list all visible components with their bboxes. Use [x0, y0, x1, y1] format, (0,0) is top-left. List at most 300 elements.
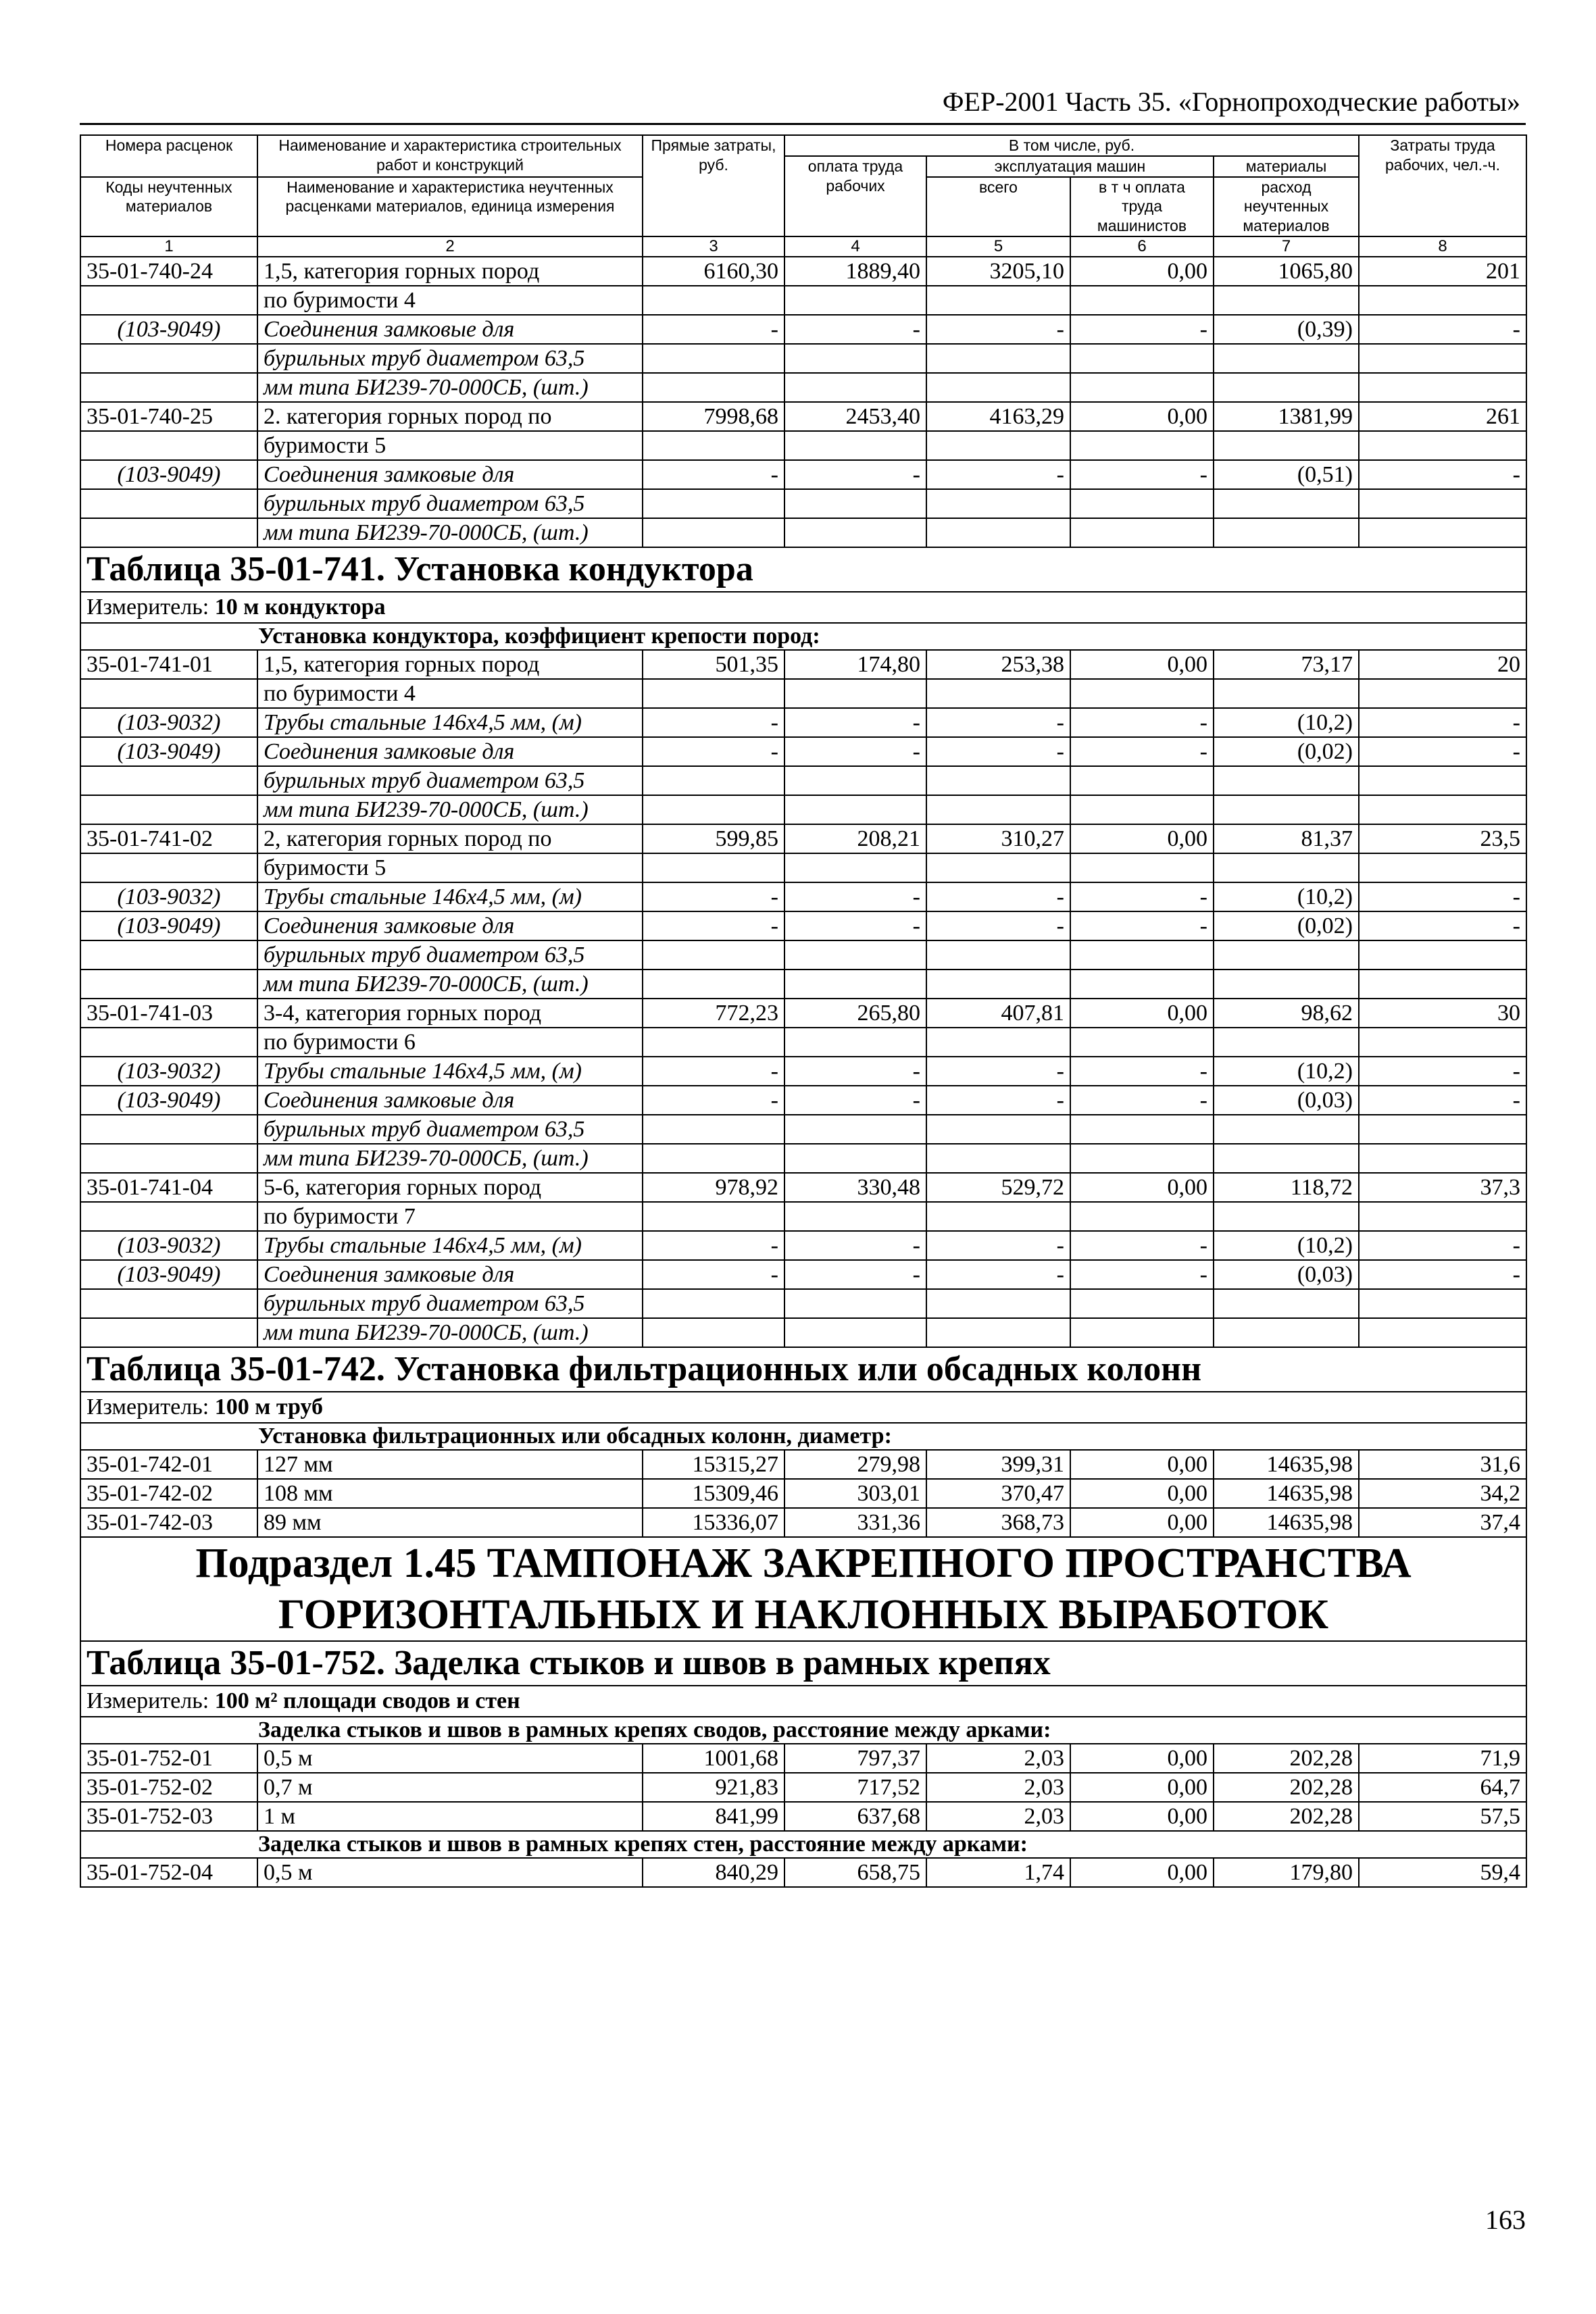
dash-cell: -	[1070, 1086, 1214, 1115]
dash-cell: -	[1359, 1231, 1526, 1260]
material-name: бурильных труб диаметром 63,5	[257, 489, 643, 518]
header-materials: материалы	[1214, 156, 1359, 177]
rates-table	[80, 134, 1527, 1888]
empty-cell	[643, 1144, 784, 1173]
machinist-pay: 0,00	[1070, 1173, 1214, 1202]
table-752-group-2	[80, 1831, 1526, 1858]
empty-cell	[643, 679, 784, 708]
header-work-name: Наименование и характеристика строительных работ и конструкций	[257, 135, 643, 177]
machine-costs: 2,03	[926, 1773, 1070, 1802]
empty-cell	[926, 344, 1070, 373]
empty-cell	[926, 1115, 1070, 1144]
material-row	[80, 373, 1526, 402]
labor-hours: 71,9	[1359, 1744, 1526, 1773]
material-name: бурильных труб диаметром 63,5	[257, 344, 643, 373]
material-name: Соединения замковые для	[257, 460, 643, 489]
rate-name: 127 мм	[257, 1450, 643, 1479]
empty-cell	[1359, 795, 1526, 824]
material-code: (103-9049)	[80, 1086, 257, 1115]
machine-costs: 529,72	[926, 1173, 1070, 1202]
rate-name: 0,7 м	[257, 1773, 643, 1802]
subsection-line-1: Подраздел 1.45 ТАМПОНАЖ ЗАКРЕПНОГО ПРОСТРАНСТВА	[195, 1540, 1412, 1586]
material-row	[80, 1231, 1526, 1260]
direct-costs: 1001,68	[643, 1744, 784, 1773]
dash-cell: -	[1359, 315, 1526, 344]
machinist-pay: 0,00	[1070, 1450, 1214, 1479]
material-name: мм типа БИ239-70-000СБ, (шт.)	[257, 1318, 643, 1347]
rate-code: 35-01-741-04	[80, 1173, 257, 1202]
measure-value: 100 м² площади сводов и стен	[214, 1688, 520, 1713]
table-body	[80, 236, 1526, 1887]
direct-costs: 772,23	[643, 999, 784, 1028]
machine-costs: 407,81	[926, 999, 1070, 1028]
subsection-title	[80, 1537, 1526, 1641]
material-qty: (0,39)	[1214, 315, 1359, 344]
measure-label: Измеритель:	[86, 1394, 215, 1419]
dash-cell: -	[926, 911, 1070, 940]
dash-cell: -	[926, 1057, 1070, 1086]
material-name: бурильных труб диаметром 63,5	[257, 1289, 643, 1318]
material-qty: (0,02)	[1214, 911, 1359, 940]
labor-pay: 330,48	[784, 1173, 926, 1202]
rate-name-cont: буримости 5	[257, 431, 643, 460]
material-name: мм типа БИ239-70-000СБ, (шт.)	[257, 1144, 643, 1173]
empty-cell	[1214, 1289, 1359, 1318]
empty-cell	[80, 1028, 257, 1057]
empty-cell	[926, 795, 1070, 824]
empty-cell	[1070, 1289, 1214, 1318]
rate-row	[80, 650, 1526, 679]
dash-cell: -	[784, 1086, 926, 1115]
dash-cell: -	[1359, 708, 1526, 737]
empty-cell	[1359, 1289, 1526, 1318]
material-qty: (10,2)	[1214, 708, 1359, 737]
material-row	[80, 1318, 1526, 1347]
direct-costs: 978,92	[643, 1173, 784, 1202]
table-741-measure	[80, 592, 1526, 623]
rate-name-cont: по буримости 4	[257, 679, 643, 708]
material-row	[80, 970, 1526, 999]
dash-cell: -	[926, 882, 1070, 911]
material-costs: 202,28	[1214, 1744, 1359, 1773]
dash-cell: -	[643, 315, 784, 344]
material-costs: 1381,99	[1214, 402, 1359, 431]
empty-cell	[784, 518, 926, 547]
dash-cell: -	[643, 1086, 784, 1115]
rate-row-cont	[80, 853, 1526, 882]
empty-cell	[1359, 1202, 1526, 1231]
direct-costs: 599,85	[643, 824, 784, 853]
rate-row-cont	[80, 1028, 1526, 1057]
empty-cell	[784, 766, 926, 795]
empty-cell	[784, 1144, 926, 1173]
direct-costs: 15309,46	[643, 1479, 784, 1508]
rate-row-cont	[80, 286, 1526, 315]
material-row	[80, 489, 1526, 518]
rate-row	[80, 1773, 1526, 1802]
material-name: мм типа БИ239-70-000СБ, (шт.)	[257, 373, 643, 402]
empty-cell	[1070, 431, 1214, 460]
empty-cell	[926, 853, 1070, 882]
measure-label: Измеритель:	[86, 1688, 215, 1713]
empty-cell	[643, 853, 784, 882]
labor-hours: 57,5	[1359, 1802, 1526, 1831]
empty-cell	[1359, 970, 1526, 999]
table-742-title-cell: Таблица 35-01-742. Установка фильтрационных или обсадных колонн	[80, 1347, 1526, 1392]
dash-cell: -	[1070, 882, 1214, 911]
rate-code: 35-01-742-03	[80, 1508, 257, 1537]
material-row	[80, 518, 1526, 547]
empty-cell	[784, 1289, 926, 1318]
rate-name: 5-6, категория горных пород	[257, 1173, 643, 1202]
empty-cell	[1214, 286, 1359, 315]
material-code: (103-9049)	[80, 460, 257, 489]
labor-pay: 1889,40	[784, 257, 926, 286]
material-row	[80, 460, 1526, 489]
empty-cell	[80, 853, 257, 882]
empty-cell	[926, 518, 1070, 547]
direct-costs: 840,29	[643, 1858, 784, 1887]
machinist-pay: 0,00	[1070, 1508, 1214, 1537]
empty-cell	[643, 1028, 784, 1057]
rate-row	[80, 1450, 1526, 1479]
direct-costs: 841,99	[643, 1802, 784, 1831]
header-machines-total: всего	[926, 177, 1070, 236]
empty-cell	[80, 940, 257, 970]
measure-label: Измеритель:	[86, 594, 215, 620]
dash-cell: -	[643, 911, 784, 940]
empty-cell	[1359, 1028, 1526, 1057]
dash-cell: -	[643, 1057, 784, 1086]
labor-pay: 279,98	[784, 1450, 926, 1479]
rate-code: 35-01-740-24	[80, 257, 257, 286]
table-header	[80, 135, 1526, 236]
machinist-pay: 0,00	[1070, 402, 1214, 431]
material-name: Соединения замковые для	[257, 1260, 643, 1289]
empty-cell	[1214, 1028, 1359, 1057]
rate-name: 0,5 м	[257, 1744, 643, 1773]
empty-cell	[80, 489, 257, 518]
rate-name-cont: буримости 5	[257, 853, 643, 882]
empty-cell	[784, 373, 926, 402]
empty-cell	[784, 679, 926, 708]
machinist-pay: 0,00	[1070, 999, 1214, 1028]
machinist-pay: 0,00	[1070, 1802, 1214, 1831]
empty-cell	[784, 431, 926, 460]
material-costs: 81,37	[1214, 824, 1359, 853]
material-costs: 14635,98	[1214, 1479, 1359, 1508]
empty-cell	[643, 970, 784, 999]
empty-cell	[1070, 1028, 1214, 1057]
empty-cell	[643, 286, 784, 315]
rate-row	[80, 257, 1526, 286]
material-code: (103-9032)	[80, 1231, 257, 1260]
empty-cell	[643, 373, 784, 402]
material-row	[80, 940, 1526, 970]
machine-costs: 2,03	[926, 1802, 1070, 1831]
rate-name: 108 мм	[257, 1479, 643, 1508]
machine-costs: 2,03	[926, 1744, 1070, 1773]
empty-cell	[1070, 489, 1214, 518]
empty-cell	[1359, 940, 1526, 970]
machine-costs: 4163,29	[926, 402, 1070, 431]
dash-cell: -	[784, 882, 926, 911]
material-row	[80, 1115, 1526, 1144]
rate-row-cont	[80, 679, 1526, 708]
table-741-group	[80, 623, 1526, 650]
empty-cell	[926, 1202, 1070, 1231]
dash-cell: -	[1070, 1231, 1214, 1260]
material-row	[80, 1057, 1526, 1086]
dash-cell: -	[784, 315, 926, 344]
direct-costs: 15315,27	[643, 1450, 784, 1479]
column-number: 3	[643, 236, 784, 257]
empty-cell	[926, 1289, 1070, 1318]
empty-cell	[784, 344, 926, 373]
column-number: 2	[257, 236, 643, 257]
rate-row	[80, 402, 1526, 431]
material-qty: (10,2)	[1214, 882, 1359, 911]
material-name: Трубы стальные 146х4,5 мм, (м)	[257, 1231, 643, 1260]
rate-code: 35-01-741-02	[80, 824, 257, 853]
dash-cell: -	[1359, 911, 1526, 940]
empty-cell	[1070, 373, 1214, 402]
dash-cell: -	[1070, 911, 1214, 940]
labor-hours: 30	[1359, 999, 1526, 1028]
empty-cell	[926, 431, 1070, 460]
labor-hours: 34,2	[1359, 1479, 1526, 1508]
running-header: ФЕР-2001 Часть 35. «Горнопроходческие работы»	[80, 81, 1526, 125]
material-code: (103-9049)	[80, 911, 257, 940]
dash-cell: -	[1359, 737, 1526, 766]
direct-costs: 501,35	[643, 650, 784, 679]
table-752-title	[80, 1641, 1526, 1686]
dash-cell: -	[1359, 1260, 1526, 1289]
empty-cell	[784, 1028, 926, 1057]
material-row	[80, 1260, 1526, 1289]
labor-pay: 717,52	[784, 1773, 926, 1802]
labor-hours: 37,4	[1359, 1508, 1526, 1537]
empty-cell	[643, 518, 784, 547]
table-752-group-2-cell: Заделка стыков и швов в рамных крепях стен, расстояние между арками:	[80, 1831, 1526, 1858]
dash-cell: -	[926, 1086, 1070, 1115]
header-rate-numbers: Номера расценок	[80, 135, 257, 177]
subsection-line-2: ГОРИЗОНТАЛЬНЫХ И НАКЛОННЫХ ВЫРАБОТОК	[278, 1591, 1329, 1638]
machinist-pay: 0,00	[1070, 1479, 1214, 1508]
empty-cell	[926, 1318, 1070, 1347]
material-code: (103-9049)	[80, 737, 257, 766]
empty-cell	[643, 431, 784, 460]
dash-cell: -	[1070, 1260, 1214, 1289]
table-752-group-1	[80, 1717, 1526, 1744]
dash-cell: -	[784, 708, 926, 737]
empty-cell	[1359, 518, 1526, 547]
material-name: мм типа БИ239-70-000СБ, (шт.)	[257, 970, 643, 999]
empty-cell	[80, 1289, 257, 1318]
material-row	[80, 708, 1526, 737]
dash-cell: -	[784, 737, 926, 766]
material-name: мм типа БИ239-70-000СБ, (шт.)	[257, 795, 643, 824]
material-costs: 14635,98	[1214, 1450, 1359, 1479]
empty-cell	[80, 970, 257, 999]
material-costs: 202,28	[1214, 1802, 1359, 1831]
dash-cell: -	[1359, 1057, 1526, 1086]
dash-cell: -	[926, 708, 1070, 737]
empty-cell	[80, 1115, 257, 1144]
labor-pay: 2453,40	[784, 402, 926, 431]
rate-name: 89 мм	[257, 1508, 643, 1537]
empty-cell	[784, 1202, 926, 1231]
table-742-measure	[80, 1392, 1526, 1423]
rate-name: 3-4, категория горных пород	[257, 999, 643, 1028]
dash-cell: -	[643, 708, 784, 737]
measure-value: 10 м кондуктора	[214, 594, 386, 620]
material-row	[80, 344, 1526, 373]
dash-cell: -	[926, 315, 1070, 344]
header-labor-costs: Затраты труда рабочих, чел.-ч.	[1359, 135, 1526, 236]
table-742-title	[80, 1347, 1526, 1392]
direct-costs: 921,83	[643, 1773, 784, 1802]
direct-costs: 6160,30	[643, 257, 784, 286]
empty-cell	[926, 1144, 1070, 1173]
empty-cell	[1359, 344, 1526, 373]
measure-value: 100 м труб	[214, 1394, 323, 1419]
material-costs: 73,17	[1214, 650, 1359, 679]
empty-cell	[1070, 679, 1214, 708]
material-costs: 98,62	[1214, 999, 1359, 1028]
material-qty: (0,02)	[1214, 737, 1359, 766]
empty-cell	[1070, 853, 1214, 882]
column-numbers-row	[80, 236, 1526, 257]
rate-row	[80, 1858, 1526, 1887]
dash-cell: -	[926, 737, 1070, 766]
rate-code: 35-01-752-01	[80, 1744, 257, 1773]
empty-cell	[1070, 795, 1214, 824]
material-qty: (0,51)	[1214, 460, 1359, 489]
empty-cell	[80, 766, 257, 795]
empty-cell	[643, 1289, 784, 1318]
empty-cell	[926, 679, 1070, 708]
labor-hours: 37,3	[1359, 1173, 1526, 1202]
empty-cell	[80, 373, 257, 402]
rate-row	[80, 1173, 1526, 1202]
material-code: (103-9049)	[80, 315, 257, 344]
empty-cell	[1359, 373, 1526, 402]
empty-cell	[643, 489, 784, 518]
empty-cell	[1214, 489, 1359, 518]
empty-cell	[643, 344, 784, 373]
empty-cell	[926, 940, 1070, 970]
measure-line	[80, 592, 1526, 623]
labor-pay: 174,80	[784, 650, 926, 679]
header-machinist-pay: в т ч оплата труда машинистов	[1070, 177, 1214, 236]
page	[80, 81, 1526, 2235]
table-742-group-cell: Установка фильтрационных или обсадных колонн, диаметр:	[80, 1423, 1526, 1450]
empty-cell	[1214, 1144, 1359, 1173]
machinist-pay: 0,00	[1070, 650, 1214, 679]
material-costs: 202,28	[1214, 1773, 1359, 1802]
column-number: 7	[1214, 236, 1359, 257]
column-number: 8	[1359, 236, 1526, 257]
header-unaccounted-materials: расход неучтенных материалов	[1214, 177, 1359, 236]
rate-name-cont: по буримости 7	[257, 1202, 643, 1231]
material-row	[80, 315, 1526, 344]
material-code: (103-9032)	[80, 882, 257, 911]
rate-row	[80, 1802, 1526, 1831]
material-name: бурильных труб диаметром 63,5	[257, 940, 643, 970]
rate-row	[80, 1744, 1526, 1773]
rate-code: 35-01-741-01	[80, 650, 257, 679]
empty-cell	[1070, 1115, 1214, 1144]
material-name: мм типа БИ239-70-000СБ, (шт.)	[257, 518, 643, 547]
page-number: 163	[1485, 2205, 1526, 2235]
labor-hours: 201	[1359, 257, 1526, 286]
empty-cell	[784, 1318, 926, 1347]
material-name: Трубы стальные 146х4,5 мм, (м)	[257, 708, 643, 737]
dash-cell: -	[784, 911, 926, 940]
empty-cell	[1214, 1202, 1359, 1231]
table-741-group-cell: Установка кондуктора, коэффициент крепости пород:	[80, 623, 1526, 650]
material-costs: 118,72	[1214, 1173, 1359, 1202]
empty-cell	[1070, 940, 1214, 970]
empty-cell	[1070, 1318, 1214, 1347]
labor-hours: 20	[1359, 650, 1526, 679]
empty-cell	[926, 373, 1070, 402]
machinist-pay: 0,00	[1070, 1858, 1214, 1887]
material-name: бурильных труб диаметром 63,5	[257, 1115, 643, 1144]
empty-cell	[926, 286, 1070, 315]
empty-cell	[1070, 286, 1214, 315]
machinist-pay: 0,00	[1070, 1744, 1214, 1773]
machine-costs: 368,73	[926, 1508, 1070, 1537]
labor-pay: 331,36	[784, 1508, 926, 1537]
empty-cell	[1070, 1202, 1214, 1231]
header-direct-costs: Прямые затраты, руб.	[643, 135, 784, 236]
dash-cell: -	[784, 1231, 926, 1260]
empty-cell	[1214, 518, 1359, 547]
dash-cell: -	[926, 1231, 1070, 1260]
dash-cell: -	[1359, 460, 1526, 489]
rate-name: 1,5, категория горных пород	[257, 650, 643, 679]
empty-cell	[1214, 940, 1359, 970]
empty-cell	[1214, 679, 1359, 708]
empty-cell	[784, 286, 926, 315]
rate-code: 35-01-752-02	[80, 1773, 257, 1802]
machinist-pay: 0,00	[1070, 824, 1214, 853]
empty-cell	[1359, 1318, 1526, 1347]
material-name: Трубы стальные 146х4,5 мм, (м)	[257, 1057, 643, 1086]
labor-hours: 261	[1359, 402, 1526, 431]
header-material-names: Наименование и характеристика неучтенных расценками материалов, единица измерения	[257, 177, 643, 236]
column-number: 5	[926, 236, 1070, 257]
table-742-group	[80, 1423, 1526, 1450]
dash-cell: -	[784, 460, 926, 489]
material-row	[80, 795, 1526, 824]
dash-cell: -	[643, 1260, 784, 1289]
rate-code: 35-01-742-01	[80, 1450, 257, 1479]
empty-cell	[80, 1144, 257, 1173]
material-qty: (0,03)	[1214, 1086, 1359, 1115]
header-including: В том числе, руб.	[784, 135, 1359, 156]
rate-row-cont	[80, 431, 1526, 460]
empty-cell	[1214, 1318, 1359, 1347]
empty-cell	[643, 1202, 784, 1231]
rate-row-cont	[80, 1202, 1526, 1231]
dash-cell: -	[643, 737, 784, 766]
header-labor-pay: оплата труда рабочих	[784, 156, 926, 236]
empty-cell	[643, 1115, 784, 1144]
empty-cell	[643, 795, 784, 824]
